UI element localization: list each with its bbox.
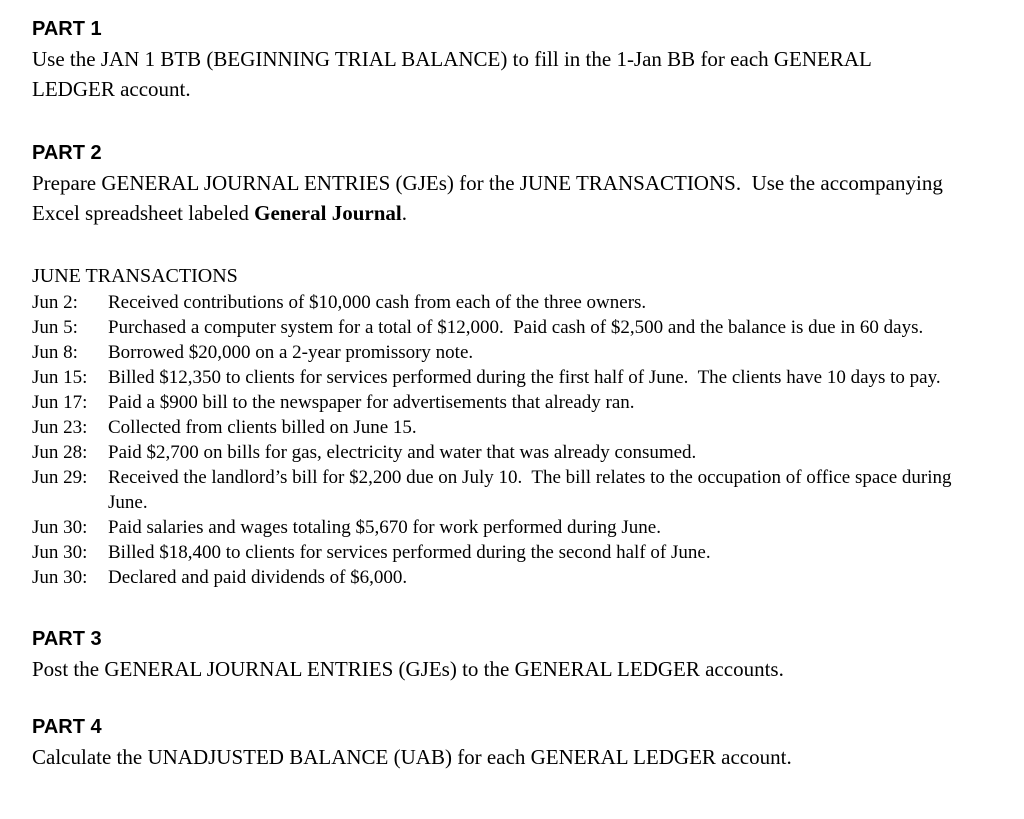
transaction-text: Billed $18,400 to clients for services performed during the second half of June. xyxy=(108,542,711,563)
transaction-row xyxy=(32,465,996,515)
section-june-transactions xyxy=(32,262,996,590)
transaction-date: Jun 30: xyxy=(32,542,88,563)
transaction-text: Collected from clients billed on June 15. xyxy=(108,417,417,438)
transaction-row xyxy=(32,515,996,540)
transaction-row xyxy=(32,290,996,315)
transaction-row xyxy=(32,565,996,590)
part3-body: Post the GENERAL JOURNAL ENTRIES (GJEs) to the GENERAL LEDGER accounts. xyxy=(32,657,784,681)
transaction-date: Jun 8: xyxy=(32,342,78,363)
transaction-text: Received the landlord’s bill for $2,200 due on July 10. The bill relates to the occupation of office space during June. xyxy=(108,467,957,513)
section-part3 xyxy=(32,624,996,684)
part2-body-period: . xyxy=(401,201,407,225)
part2-body-text: Prepare GENERAL JOURNAL ENTRIES (GJEs) for the JUNE TRANSACTIONS. Use the accompanying Excel spreadsheet labeled xyxy=(32,171,949,225)
part4-heading: PART 4 xyxy=(32,716,102,738)
transaction-text: Borrowed $20,000 on a 2-year promissory note. xyxy=(108,342,474,363)
transaction-text: Received contributions of $10,000 cash from each of the three owners. xyxy=(108,292,647,313)
transaction-text: Paid a $900 bill to the newspaper for advertisements that already ran. xyxy=(108,392,635,413)
transaction-text: Purchased a computer system for a total of $12,000. Paid cash of $2,500 and the balance is due in 60 days. xyxy=(108,317,924,338)
part2-body xyxy=(32,168,952,228)
transactions-heading: JUNE TRANSACTIONS xyxy=(32,265,238,287)
transaction-date: Jun 2: xyxy=(32,292,78,313)
transaction-text: Paid salaries and wages totaling $5,670 for work performed during June. xyxy=(108,517,661,538)
transaction-date: Jun 5: xyxy=(32,317,78,338)
transaction-text: Declared and paid dividends of $6,000. xyxy=(108,567,408,588)
transaction-text: Billed $12,350 to clients for services performed during the first half of June. The clients have 10 days to pay. xyxy=(108,367,941,388)
part1-body: Use the JAN 1 BTB (BEGINNING TRIAL BALANCE) to fill in the 1-Jan BB for each GENERAL LEDGER account. xyxy=(32,47,877,101)
transaction-date: Jun 29: xyxy=(32,467,88,488)
transaction-text: Paid $2,700 on bills for gas, electricity and water that was already consumed. xyxy=(108,442,697,463)
transaction-date: Jun 15: xyxy=(32,367,88,388)
transaction-date: Jun 28: xyxy=(32,442,88,463)
transaction-row xyxy=(32,315,996,340)
transaction-row xyxy=(32,365,996,390)
transaction-date: Jun 30: xyxy=(32,517,88,538)
transaction-row xyxy=(32,390,996,415)
section-part4 xyxy=(32,712,996,772)
part2-heading: PART 2 xyxy=(32,142,102,164)
transaction-date: Jun 23: xyxy=(32,417,88,438)
section-part2 xyxy=(32,138,996,228)
transaction-row xyxy=(32,415,996,440)
section-part1 xyxy=(32,14,996,104)
transaction-row xyxy=(32,440,996,465)
part1-heading: PART 1 xyxy=(32,18,102,40)
part4-body: Calculate the UNADJUSTED BALANCE (UAB) for each GENERAL LEDGER account. xyxy=(32,745,792,769)
transaction-date: Jun 17: xyxy=(32,392,88,413)
part3-heading: PART 3 xyxy=(32,628,102,650)
transaction-date: Jun 30: xyxy=(32,567,88,588)
transactions-list xyxy=(32,290,996,590)
transaction-row xyxy=(32,540,996,565)
part2-body-bold-label: General Journal xyxy=(254,201,402,225)
transaction-row xyxy=(32,340,996,365)
